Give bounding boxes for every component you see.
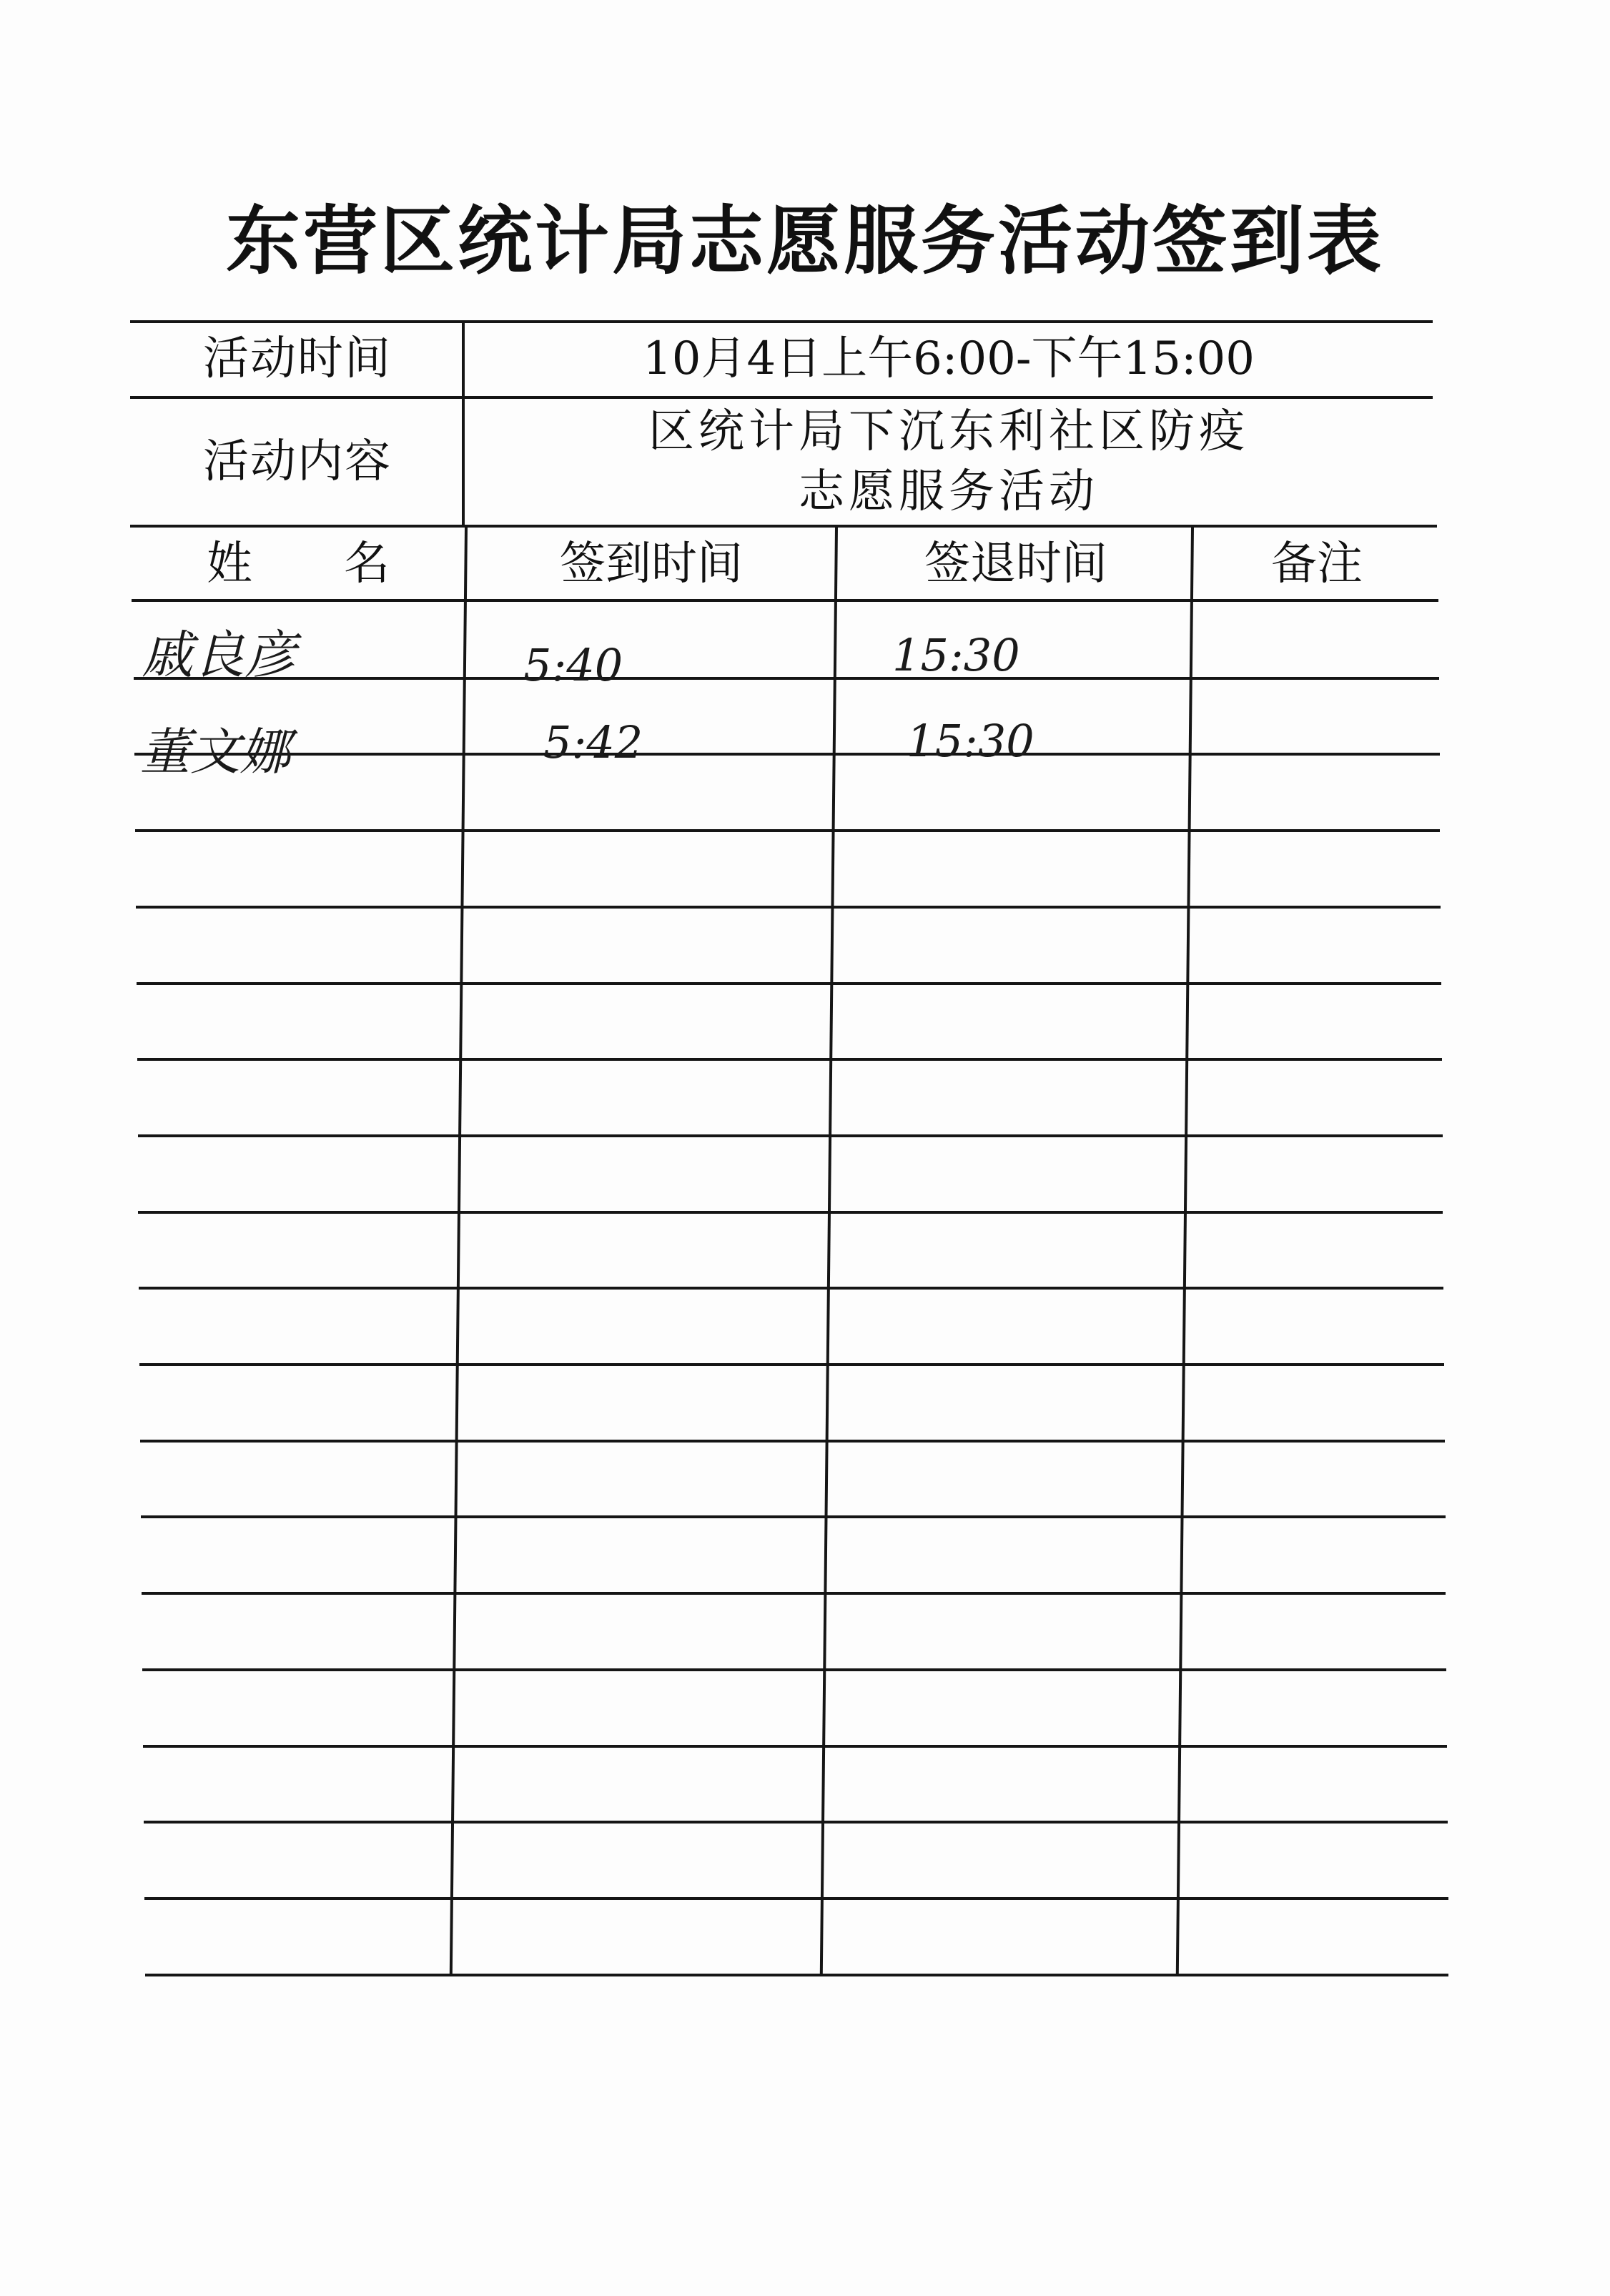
column-header-remark: 备注: [1271, 538, 1363, 590]
column-divider: [1176, 528, 1194, 1975]
column-header-name: 姓 名: [207, 538, 390, 590]
row-rule: [142, 1668, 1446, 1671]
activity-content-line-2: 志愿服务活动: [799, 465, 1099, 518]
entry-2-sign-in: 5:42: [543, 716, 643, 768]
row-rule: [142, 1592, 1446, 1595]
column-header-sign-in: 签到时间: [560, 538, 743, 590]
column-header-sign-out: 签退时间: [924, 538, 1107, 590]
entry-2-name: 董文娜: [140, 723, 290, 781]
activity-content-line-1: 区统计局下沉东利社区防疫: [648, 405, 1249, 458]
row-rule: [141, 1515, 1446, 1518]
document-title: 东营区统计局志愿服务活动签到表: [225, 197, 1384, 284]
row-rule: [138, 1134, 1443, 1137]
row-rule: [139, 1287, 1443, 1290]
entry-1-sign-in: 5:40: [523, 639, 623, 691]
row-rule: [135, 829, 1440, 832]
row-rule: [136, 906, 1441, 909]
row-rule: [145, 1974, 1448, 1976]
row-rule: [134, 677, 1439, 680]
column-divider: [450, 528, 468, 1975]
entry-1-name: 戚良彦: [142, 625, 297, 685]
activity-content-label: 活动内容: [203, 435, 392, 488]
row-rule: [134, 753, 1440, 756]
row-rule: [144, 1821, 1448, 1824]
row-rule: [140, 1440, 1445, 1443]
row-rule: [137, 982, 1441, 985]
row-rule: [138, 1211, 1443, 1214]
table-rule: [130, 525, 1437, 528]
entry-1-sign-out: 15:30: [892, 629, 1020, 681]
row-rule: [139, 1363, 1444, 1366]
column-divider: [820, 528, 838, 1975]
activity-content-value: [465, 399, 1433, 525]
row-rule: [143, 1745, 1447, 1748]
row-rule: [137, 1058, 1442, 1061]
table-rule: [132, 599, 1438, 602]
activity-time-value: 10月4日上午6:00-下午15:00: [643, 332, 1255, 385]
row-rule: [144, 1897, 1448, 1900]
activity-time-label: 活动时间: [203, 332, 392, 385]
entry-2-sign-out: 15:30: [907, 715, 1034, 767]
